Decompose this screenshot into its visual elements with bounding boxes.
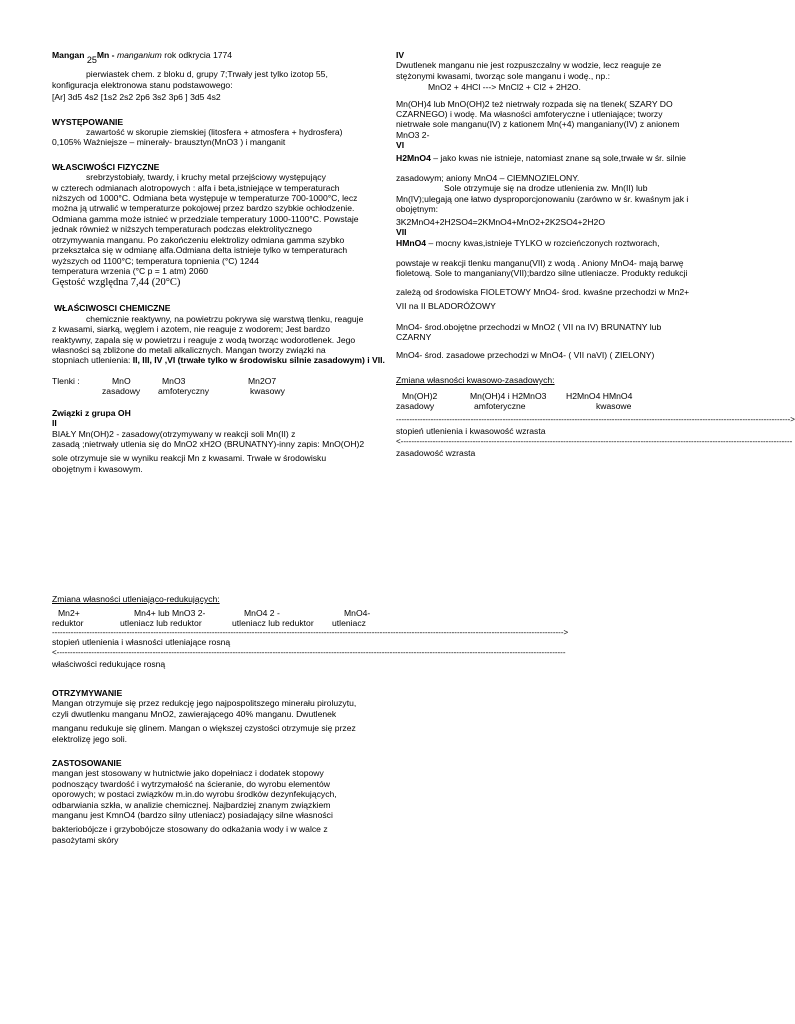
compounds-numeral: II <box>52 418 57 429</box>
acidbase-species-row <box>396 391 726 415</box>
iv-line: nietrwałe sole manganu(IV) z kationem Mn(+4) manganiany(IV) z anionem <box>396 119 680 130</box>
title-latin: manganium <box>116 50 162 60</box>
redox-formula: MnO4- <box>344 608 371 619</box>
production-line: elektrolizę jego soli. <box>52 733 127 744</box>
right-column <box>396 50 795 458</box>
vii-line-2: powstaje w reakcji tlenku manganu(VII) z wodą . Aniony MnO4- mają barwę <box>396 257 684 268</box>
iv-reaction: MnO2 + 4HCl ---> MnCl2 + Cl2 + 2H2O. <box>428 82 581 93</box>
occurrence-line-2: 0,105% Ważniejsze – minerały- brausztyn(MnO3 ) i manganit <box>52 137 286 148</box>
redox-role: reduktor <box>52 618 84 629</box>
intro-line-2: konfiguracja elektronowa stanu podstawowego: <box>52 79 233 90</box>
acidbase-formula: Mn(OH)4 i H2MnO3 <box>470 391 547 402</box>
vii-numeral: VII <box>396 227 407 238</box>
oxide-formula: MnO <box>112 375 131 386</box>
redox-heading: Zmiana własności utleniająco-redukujących: <box>52 594 220 604</box>
compounds-line-3: sole otrzymuje sie w wyniku reakcji Mn z kwasami. Trwałe w środowisku <box>52 453 327 464</box>
redox-role: utleniacz lub reduktor <box>120 618 202 629</box>
physical-line: w czterech odmianach alotropowych : alfa i beta,istniejące w temperaturach <box>52 182 340 193</box>
acidbase-type: kwasowe <box>596 401 632 412</box>
vi-acid: H2MnO4 <box>396 152 431 163</box>
use-heading: ZASTOSOWANIE <box>52 758 122 769</box>
physical-text <box>52 172 386 276</box>
vi-line: Mn(IV);ulegają one łatwo dysproporcjonowaniu (zarówno w śr. kwaśnym jak i <box>396 193 689 204</box>
occurrence-line-1: zawartość w skorupie ziemskiej (litosfera + atmosfera + hydrosfera) <box>86 127 343 138</box>
compounds-line-1: BIAŁY Mn(OH)2 - zasadowy(otrzymywany w reakcji soli Mn(II) z <box>52 428 296 439</box>
compounds-line-2: zasadą ;nietrwały utlenia się do MnO2 xH2O (BRUNATNY)-inny zapis: MnO(OH)2 <box>52 438 365 449</box>
production-line: czyli dwutlenku manganu MnO2, zawierającego 40% manganu. Dwutlenek <box>52 708 337 719</box>
production-line: manganu redukuje się glinem. Mangan o większej czystości otrzymuje się przez <box>52 723 356 734</box>
use-line: odbarwiania szkła, w analizie chemicznej. Najbardziej znanym związkiem <box>52 799 331 810</box>
acidbase-formula: Mn(OH)2 <box>402 391 438 402</box>
acidbase-arrow-right: ----------------------------------------------------------------------------------------------------------------------------------------------------> <box>396 415 795 425</box>
use-line: oporowych; w postaci związków m.in.do wyrobu środków dezynfekujących, <box>52 789 337 800</box>
vi-line-1: H2MnO4 – jako kwas nie istnieje, natomiast znane są sole,trwałe w śr. silnie <box>396 152 686 163</box>
oxide-type: zasadowy <box>102 385 141 396</box>
physical-line: wyższych od 1100°C; temperatura topnienia (°C) 1244 <box>52 255 259 266</box>
redox-formula: Mn4+ lub MnO3 2- <box>134 608 206 619</box>
config-line: [Ar] 3d5 4s2 [1s2 2s2 2p6 3s2 3p6 ] 3d5 4s2 <box>52 92 221 103</box>
title-atomic-number: 25 <box>86 55 97 65</box>
redox-arrow-right: ------------------------------------------------------------------------------------------------------------------------------------------------------------------------------------------------> <box>52 628 569 638</box>
redox-caption-left: właściwości redukujące rosną <box>52 658 166 669</box>
acidbase-caption-right: stopień utlenienia i kwasowość wzrasta <box>396 426 546 437</box>
chemical-line: reaktywny, zapala się w powietrzu i reaguje z wodą tworząc wodorotlenek. Jego <box>52 334 356 345</box>
vi-numeral: VI <box>396 140 405 151</box>
physical-heading: WŁASCIWOŚCI FIZYCZNE <box>52 161 160 172</box>
chemical-line: własności są zbliżone do metali alkalicznych. Mangan tworzy związki na <box>52 344 326 355</box>
physical-line: temperatura wrzenia (°C p = 1 atm) 2060 <box>52 265 209 276</box>
vii-acid: HMnO4 <box>396 237 427 248</box>
iv-numeral: IV <box>396 50 405 60</box>
physical-line: Odmiana gamma może istnieć w przedziale temperatury 1000-1100°C. Powstaje <box>52 213 359 224</box>
use-line: manganu jest KmnO4 (bardzo silny utleniacz) posiadający silne własności <box>52 810 333 821</box>
vi-line-2: zasadowym; aniony MnO4 – CIEMNOZIELONY. <box>396 173 580 184</box>
physical-line: srebrzystobiały, twardy, i kruchy metal przejściowy występujący <box>86 172 326 183</box>
acidbase-formula: H2MnO4 HMnO4 <box>566 391 633 402</box>
acidbase-arrow-left: <--------------------------------------------------------------------------------------------------------------------------------------------------- <box>396 436 793 446</box>
production-line: Mangan otrzymuje się przez redukcję jego najpospolitszego minerału piroluzytu, <box>52 698 357 709</box>
use-line: pasożytami skóry <box>52 834 119 845</box>
occurrence-heading: WYSTĘPOWANIE <box>52 116 124 127</box>
vi-line: obojętnym: <box>396 204 439 215</box>
vii-line-3: fioletową. Sole to manganiany(VII);bardzo silne utleniacze. Produkty redukcji <box>396 268 688 279</box>
vii-line-7: CZARNY <box>396 331 432 342</box>
physical-line: niższych od 1000°C. Odmiana beta występuje w temperaturze 700-1000°C, lecz <box>52 193 358 204</box>
title-symbol: Mn - <box>96 50 115 60</box>
vii-line-5: VII na II BLADORÓŻOWY <box>396 301 496 312</box>
intro-line-1: pierwiastek chem. z bloku d, grupy 7;Trwały jest tylko izotop 55, <box>86 69 328 80</box>
redox-section <box>52 594 569 669</box>
oxidation-states: II, III, IV ,VI (trwałe tylko w środowisku silnie zasadowym) i VII. <box>132 355 385 366</box>
use-line: podnoszący twardość i wytrzymałość na ścieranie, do wyrobu elementów <box>52 778 330 789</box>
title-element: Mangan <box>52 50 85 60</box>
acidbase-type: zasadowy <box>396 401 435 412</box>
iv-line: CZARNEGO) i wodę. Ma własności amfoteryczne i utleniające; tworzy <box>396 109 663 120</box>
production-section <box>52 688 388 845</box>
redox-role: utleniacz <box>332 618 366 629</box>
acidbase-caption-left: zasadowość wzrasta <box>396 447 476 458</box>
redox-formula: MnO4 2 - <box>244 608 280 619</box>
oxides-table <box>52 376 386 398</box>
chemical-line: stopniach utlenienia: II, III, IV ,VI (trwałe tylko w środowisku silnie zasadowym) i VII. <box>52 355 385 366</box>
vi-line: Sole otrzymuje się na drodze utlenienia zw. Mn(II) lub <box>444 183 648 194</box>
iv-line: MnO3 2- <box>396 129 430 140</box>
redox-formula: Mn2+ <box>58 608 80 619</box>
use-line: bakteriobójcze i grzybobójcze stosowany do odkażania wody i w walce z <box>52 824 328 835</box>
physical-line: jednak również w niższych temperaturach podczas elektrolitycznego <box>52 224 312 235</box>
oxide-formula: MnO3 <box>162 375 186 386</box>
compounds-line-4: obojętnym i kwasowym. <box>52 463 143 474</box>
acidbase-type: amfoteryczne <box>474 401 526 412</box>
production-heading: OTRZYMYWANIE <box>52 688 123 698</box>
physical-line: można ją utrwalić w temperaturze pokojowej przez bardzo szybkie ochłodzenie. <box>52 203 355 214</box>
density-line: Gęstość względna 7,44 (20°C) <box>52 277 181 289</box>
vii-line-1: HMnO4 – mocny kwas,istnieje TYLKO w rozcieńczonych roztworach, <box>396 237 660 248</box>
iv-line: Dwutlenek manganu nie jest rozpuszczalny w wodzie, lecz reaguje ze <box>396 60 662 71</box>
physical-line: otrzymywania manganu. Po zakończeniu elektrolizy odmiana gamma szybko <box>52 234 345 245</box>
chemical-line: z kwasami, siarką, węglem i azotem, nie reaguje z wodorem; Jest bardzo <box>52 324 330 335</box>
redox-role: utleniacz lub reduktor <box>232 618 314 629</box>
redox-arrow-left: <----------------------------------------------------------------------------------------------------------------------------------------------------------------------------------------------- <box>52 647 566 657</box>
title-discovery: rok odkrycia 1774 <box>164 50 233 60</box>
acidbase-heading: Zmiana własności kwasowo-zasadowych: <box>396 374 555 385</box>
oxide-formula: Mn2O7 <box>248 375 277 386</box>
vi-reaction: 3K2MnO4+2H2SO4=2KMnO4+MnO2+2K2SO4+2H2O <box>396 216 605 227</box>
oxides-label: Tlenki : <box>52 375 80 386</box>
redox-species-row <box>52 604 392 628</box>
compounds-heading: Związki z grupa OH <box>52 407 131 418</box>
title-line <box>52 50 386 65</box>
redox-caption-right: stopień utlenienia i własności utleniające rosną <box>52 637 231 648</box>
iv-line: Mn(OH)4 lub MnO(OH)2 też nietrwały rozpada się na tlenek( SZARY DO <box>396 98 673 109</box>
vii-line-4: zależą od środowiska FIOLETOWY MnO4- środ. kwaśne przechodzi w Mn2+ <box>396 286 690 297</box>
chemical-text <box>52 314 386 366</box>
chemical-line: chemicznie reaktywny, na powietrzu pokrywa się warstwą tlenku, reaguje <box>86 313 364 324</box>
physical-line: przekształca się w odmianę alfa.Odmiana delta istnieje tylko w temperaturach <box>52 245 348 256</box>
use-line: mangan jest stosowany w hutnictwie jako dopełniacz i dodatek stopowy <box>52 768 324 779</box>
oxide-type: kwasowy <box>250 385 285 396</box>
iv-line: stężonymi kwasami, tworząc sole manganu i wodę., np.: <box>396 70 610 81</box>
vii-line-8: MnO4- środ. zasadowe przechodzi w MnO4- ( VII naVI) ( ZIELONY) <box>396 350 655 361</box>
chemical-heading: WŁAŚCIWOSCI CHEMICZNE <box>54 303 171 314</box>
vii-line-6: MnO4- środ.obojętne przechodzi w MnO2 ( VII na IV) BRUNATNY lub <box>396 321 662 332</box>
oxide-type: amfoteryczny <box>158 385 210 396</box>
left-column <box>52 50 386 474</box>
